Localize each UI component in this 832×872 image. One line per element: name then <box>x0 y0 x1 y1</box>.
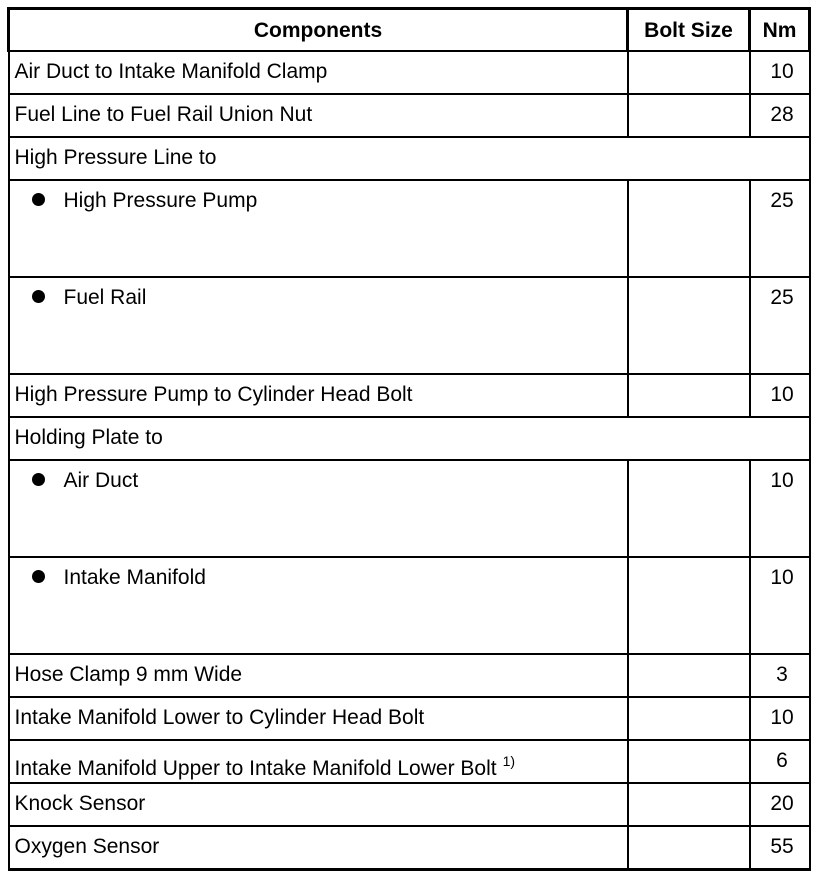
component-label: Fuel Line to Fuel Rail Union Nut <box>14 103 313 126</box>
bolt-size-cell <box>628 460 750 557</box>
table-row <box>9 180 810 277</box>
torque-value-cell: 10 <box>750 460 810 557</box>
bolt-size-cell <box>628 277 750 374</box>
component-cell <box>9 654 628 697</box>
component-cell <box>9 697 628 740</box>
bullet-icon <box>32 570 45 583</box>
component-label: Intake Manifold Upper to Intake Manifold Lower Bolt <box>14 757 497 780</box>
bullet-icon <box>32 290 45 303</box>
torque-value-cell: 3 <box>750 654 810 697</box>
group-label: High Pressure Line to <box>9 137 810 180</box>
bullet-item <box>15 189 627 213</box>
torque-value-cell: 25 <box>750 277 810 374</box>
component-label: Fuel Rail <box>63 286 147 309</box>
component-label: Intake Manifold Lower to Cylinder Head Bolt <box>14 706 425 729</box>
bolt-size-cell <box>628 557 750 654</box>
torque-table <box>7 7 811 871</box>
torque-value-cell: 6 <box>750 740 810 783</box>
component-cell <box>9 557 628 654</box>
component-label: Intake Manifold <box>63 566 206 589</box>
component-cell <box>9 783 628 826</box>
table-row <box>9 94 810 137</box>
torque-value-cell: 25 <box>750 180 810 277</box>
component-label: Hose Clamp 9 mm Wide <box>14 663 243 686</box>
table-row <box>9 374 810 417</box>
torque-value-cell: 28 <box>750 94 810 137</box>
bullet-icon <box>32 473 45 486</box>
component-label: High Pressure Pump <box>63 189 258 212</box>
torque-value-cell: 10 <box>750 51 810 94</box>
footnote-marker: 1) <box>502 753 516 769</box>
bolt-size-cell <box>628 740 750 783</box>
component-label: Oxygen Sensor <box>14 835 160 858</box>
group-row <box>9 417 810 460</box>
bolt-size-cell <box>628 654 750 697</box>
group-label: Holding Plate to <box>9 417 810 460</box>
component-cell <box>9 94 628 137</box>
bolt-size-cell <box>628 51 750 94</box>
torque-value-cell: 10 <box>750 697 810 740</box>
bolt-size-cell <box>628 783 750 826</box>
torque-value-cell: 10 <box>750 374 810 417</box>
component-label: Air Duct <box>63 469 139 492</box>
torque-value-cell: 10 <box>750 557 810 654</box>
component-cell <box>9 180 628 277</box>
header-row <box>9 9 810 52</box>
header-bolt-size: Bolt Size <box>628 9 750 52</box>
component-label: High Pressure Pump to Cylinder Head Bolt <box>14 383 413 406</box>
bolt-size-cell <box>628 94 750 137</box>
header-components: Components <box>9 9 628 52</box>
component-cell <box>9 826 628 869</box>
group-row <box>9 137 810 180</box>
bullet-item <box>15 286 627 310</box>
bullet-item <box>15 469 627 493</box>
table-row <box>9 740 810 783</box>
table-body <box>9 51 810 869</box>
torque-value-cell: 55 <box>750 826 810 869</box>
table-row <box>9 51 810 94</box>
table-row <box>9 654 810 697</box>
bolt-size-cell <box>628 697 750 740</box>
header-nm: Nm <box>750 9 810 52</box>
bolt-size-cell <box>628 180 750 277</box>
bullet-item <box>15 566 627 590</box>
bullet-icon <box>32 193 45 206</box>
component-label: Knock Sensor <box>14 792 146 815</box>
component-label: Air Duct to Intake Manifold Clamp <box>14 60 328 83</box>
table-row <box>9 783 810 826</box>
component-cell <box>9 51 628 94</box>
component-cell <box>9 277 628 374</box>
table-row <box>9 460 810 557</box>
bolt-size-cell <box>628 826 750 869</box>
bolt-size-cell <box>628 374 750 417</box>
table-row <box>9 277 810 374</box>
component-cell <box>9 740 628 783</box>
table-row <box>9 826 810 869</box>
table-row <box>9 557 810 654</box>
torque-value-cell: 20 <box>750 783 810 826</box>
component-cell <box>9 460 628 557</box>
table-row <box>9 697 810 740</box>
component-cell <box>9 374 628 417</box>
